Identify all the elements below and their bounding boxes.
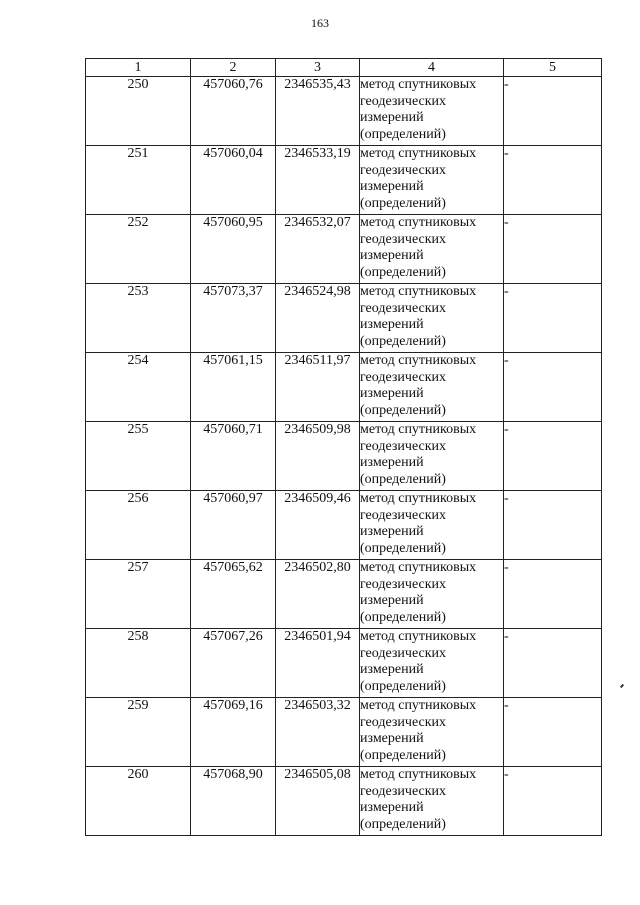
point-number-cell: 257 [86, 560, 191, 629]
method-cell: метод спутниковых геодезических измерений (определений) [360, 560, 504, 629]
method-cell: метод спутниковых геодезических измерений (определений) [360, 77, 504, 146]
y-coordinate-cell: 2346524,98 [276, 284, 360, 353]
table-row [86, 284, 602, 353]
header-col-4: 4 [360, 59, 504, 77]
y-coordinate-cell: 2346532,07 [276, 215, 360, 284]
point-number-cell: 258 [86, 629, 191, 698]
method-cell: метод спутниковых геодезических измерений (определений) [360, 146, 504, 215]
point-number-cell: 260 [86, 767, 191, 836]
x-coordinate-cell: 457065,62 [191, 560, 276, 629]
table-row [86, 353, 602, 422]
method-cell: метод спутниковых геодезических измерений (определений) [360, 491, 504, 560]
note-cell: - [504, 353, 602, 422]
point-number-cell: 254 [86, 353, 191, 422]
note-cell: - [504, 629, 602, 698]
x-coordinate-cell: 457067,26 [191, 629, 276, 698]
x-coordinate-cell: 457060,76 [191, 77, 276, 146]
note-cell: - [504, 422, 602, 491]
note-cell: - [504, 146, 602, 215]
header-col-1: 1 [86, 59, 191, 77]
point-number-cell: 251 [86, 146, 191, 215]
table-row [86, 422, 602, 491]
method-cell: метод спутниковых геодезических измерений (определений) [360, 629, 504, 698]
note-cell: - [504, 560, 602, 629]
note-cell: - [504, 491, 602, 560]
point-number-cell: 253 [86, 284, 191, 353]
note-cell: - [504, 698, 602, 767]
note-cell: - [504, 215, 602, 284]
note-cell: - [504, 77, 602, 146]
method-cell: метод спутниковых геодезических измерений (определений) [360, 422, 504, 491]
y-coordinate-cell: 2346535,43 [276, 77, 360, 146]
scan-speck [620, 684, 624, 688]
method-cell: метод спутниковых геодезических измерений (определений) [360, 698, 504, 767]
x-coordinate-cell: 457060,97 [191, 491, 276, 560]
method-cell: метод спутниковых геодезических измерений (определений) [360, 215, 504, 284]
x-coordinate-cell: 457060,71 [191, 422, 276, 491]
point-number-cell: 259 [86, 698, 191, 767]
x-coordinate-cell: 457069,16 [191, 698, 276, 767]
table-row [86, 491, 602, 560]
x-coordinate-cell: 457073,37 [191, 284, 276, 353]
x-coordinate-cell: 457068,90 [191, 767, 276, 836]
coordinates-table [85, 58, 602, 836]
y-coordinate-cell: 2346509,46 [276, 491, 360, 560]
y-coordinate-cell: 2346505,08 [276, 767, 360, 836]
y-coordinate-cell: 2346503,32 [276, 698, 360, 767]
header-col-2: 2 [191, 59, 276, 77]
point-number-cell: 252 [86, 215, 191, 284]
y-coordinate-cell: 2346509,98 [276, 422, 360, 491]
x-coordinate-cell: 457060,95 [191, 215, 276, 284]
header-col-3: 3 [276, 59, 360, 77]
table-body [86, 77, 602, 836]
y-coordinate-cell: 2346501,94 [276, 629, 360, 698]
method-cell: метод спутниковых геодезических измерений (определений) [360, 767, 504, 836]
table-row [86, 77, 602, 146]
point-number-cell: 256 [86, 491, 191, 560]
y-coordinate-cell: 2346533,19 [276, 146, 360, 215]
note-cell: - [504, 284, 602, 353]
point-number-cell: 255 [86, 422, 191, 491]
table-row [86, 215, 602, 284]
table-row [86, 629, 602, 698]
x-coordinate-cell: 457061,15 [191, 353, 276, 422]
header-col-5: 5 [504, 59, 602, 77]
table-row [86, 146, 602, 215]
y-coordinate-cell: 2346502,80 [276, 560, 360, 629]
x-coordinate-cell: 457060,04 [191, 146, 276, 215]
page-number: 163 [311, 16, 329, 30]
table-row [86, 767, 602, 836]
method-cell: метод спутниковых геодезических измерений (определений) [360, 353, 504, 422]
note-cell: - [504, 767, 602, 836]
y-coordinate-cell: 2346511,97 [276, 353, 360, 422]
point-number-cell: 250 [86, 77, 191, 146]
table-header-row [86, 59, 602, 77]
table-row [86, 698, 602, 767]
method-cell: метод спутниковых геодезических измерений (определений) [360, 284, 504, 353]
table-row [86, 560, 602, 629]
